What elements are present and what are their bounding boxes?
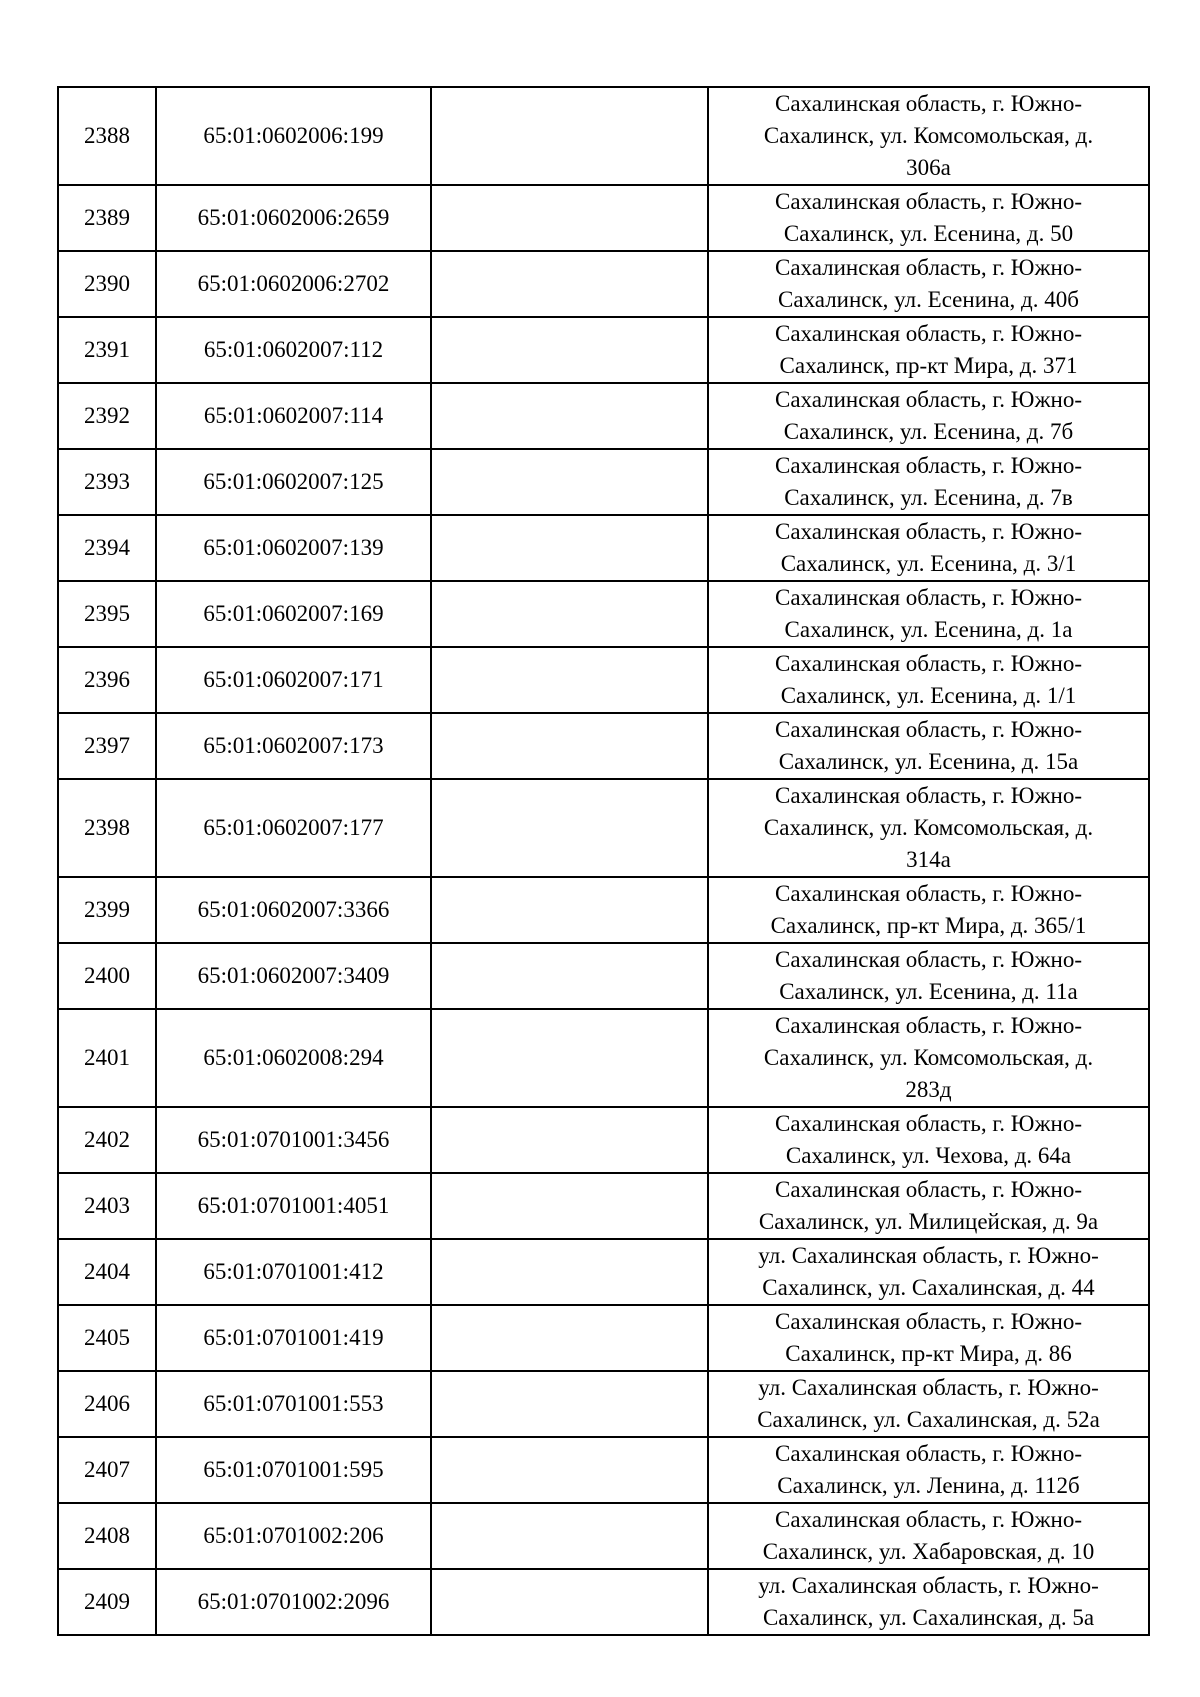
address-line: Сахалинская область, г. Южно- — [774, 717, 1082, 742]
table-body — [58, 87, 1149, 1635]
address-cell — [708, 515, 1149, 581]
address-line: Сахалинск, ул. Есенина, д. 1а — [784, 617, 1073, 642]
address-line: Сахалинск, ул. Ленина, д. 112б — [777, 1473, 1080, 1498]
table-row — [58, 185, 1149, 251]
row-number-cell: 2388 — [58, 87, 156, 185]
address-cell — [708, 1107, 1149, 1173]
address-cell — [708, 1503, 1149, 1569]
empty-cell — [431, 1009, 708, 1107]
empty-cell — [431, 383, 708, 449]
empty-cell — [431, 1305, 708, 1371]
cadastral-number-cell: 65:01:0701001:419 — [156, 1305, 431, 1371]
table-row — [58, 581, 1149, 647]
table-row — [58, 1173, 1149, 1239]
empty-cell — [431, 1173, 708, 1239]
cadastral-number-cell: 65:01:0602007:3409 — [156, 943, 431, 1009]
empty-cell — [431, 1107, 708, 1173]
address-cell — [708, 713, 1149, 779]
address-line: Сахалинская область, г. Южно- — [774, 1111, 1082, 1136]
address-line: Сахалинск, ул. Есенина, д. 7в — [784, 485, 1073, 510]
address-cell — [708, 1173, 1149, 1239]
address-line: Сахалинск, ул. Есенина, д. 1/1 — [780, 683, 1077, 708]
table-row — [58, 317, 1149, 383]
cadastral-number-cell: 65:01:0602007:169 — [156, 581, 431, 647]
row-number-cell: 2389 — [58, 185, 156, 251]
address-line: ул. Сахалинская область, г. Южно- — [758, 1375, 1099, 1400]
row-number-cell: 2401 — [58, 1009, 156, 1107]
address-line: 283д — [905, 1077, 952, 1102]
address-line: Сахалинск, ул. Есенина, д. 40б — [778, 287, 1079, 312]
address-cell — [708, 779, 1149, 877]
address-line: Сахалинская область, г. Южно- — [774, 1441, 1082, 1466]
cadastral-number-cell: 65:01:0701001:412 — [156, 1239, 431, 1305]
row-number-cell: 2397 — [58, 713, 156, 779]
cadastral-number-cell: 65:01:0602007:177 — [156, 779, 431, 877]
address-cell — [708, 1009, 1149, 1107]
address-cell — [708, 383, 1149, 449]
table-row — [58, 647, 1149, 713]
address-line: Сахалинск, ул. Чехова, д. 64а — [785, 1143, 1072, 1168]
address-line: Сахалинская область, г. Южно- — [774, 453, 1082, 478]
address-line: Сахалинск, ул. Сахалинская, д. 52а — [757, 1407, 1100, 1432]
address-cell — [708, 647, 1149, 713]
empty-cell — [431, 779, 708, 877]
row-number-cell: 2391 — [58, 317, 156, 383]
table-row — [58, 1009, 1149, 1107]
address-cell — [708, 1437, 1149, 1503]
address-line: Сахалинская область, г. Южно- — [774, 585, 1082, 610]
address-cell — [708, 943, 1149, 1009]
empty-cell — [431, 713, 708, 779]
empty-cell — [431, 185, 708, 251]
table-row — [58, 383, 1149, 449]
address-cell — [708, 877, 1149, 943]
cadastral-number-cell: 65:01:0602007:171 — [156, 647, 431, 713]
table-row — [58, 1239, 1149, 1305]
cadastral-number-cell: 65:01:0602007:173 — [156, 713, 431, 779]
row-number-cell: 2399 — [58, 877, 156, 943]
cadastral-number-cell: 65:01:0701002:206 — [156, 1503, 431, 1569]
address-line: Сахалинская область, г. Южно- — [774, 189, 1082, 214]
empty-cell — [431, 1437, 708, 1503]
address-cell — [708, 1569, 1149, 1635]
address-cell — [708, 1305, 1149, 1371]
row-number-cell: 2396 — [58, 647, 156, 713]
address-line: Сахалинская область, г. Южно- — [774, 91, 1082, 116]
address-cell — [708, 449, 1149, 515]
address-line: Сахалинск, ул. Есенина, д. 15а — [778, 749, 1079, 774]
empty-cell — [431, 647, 708, 713]
address-line: Сахалинск, ул. Есенина, д. 50 — [783, 221, 1074, 246]
cadastral-number-cell: 65:01:0701001:3456 — [156, 1107, 431, 1173]
table-row — [58, 87, 1149, 185]
row-number-cell: 2408 — [58, 1503, 156, 1569]
row-number-cell: 2398 — [58, 779, 156, 877]
table-row — [58, 251, 1149, 317]
address-line: Сахалинская область, г. Южно- — [774, 387, 1082, 412]
empty-cell — [431, 1371, 708, 1437]
address-line: Сахалинская область, г. Южно- — [774, 651, 1082, 676]
row-number-cell: 2404 — [58, 1239, 156, 1305]
row-number-cell: 2394 — [58, 515, 156, 581]
address-cell — [708, 317, 1149, 383]
address-line: Сахалинская область, г. Южно- — [774, 1309, 1082, 1334]
table-row — [58, 1503, 1149, 1569]
address-line: Сахалинская область, г. Южно- — [774, 783, 1082, 808]
address-line: Сахалинская область, г. Южно- — [774, 1177, 1082, 1202]
row-number-cell: 2406 — [58, 1371, 156, 1437]
cadastral-number-cell: 65:01:0701001:4051 — [156, 1173, 431, 1239]
table-row — [58, 1305, 1149, 1371]
address-line: Сахалинская область, г. Южно- — [774, 255, 1082, 280]
table-row — [58, 1569, 1149, 1635]
address-line: Сахалинская область, г. Южно- — [774, 1013, 1082, 1038]
cadastral-number-cell: 65:01:0602007:112 — [156, 317, 431, 383]
address-line: Сахалинск, ул. Комсомольская, д. — [763, 123, 1094, 148]
address-line: Сахалинск, ул. Сахалинская, д. 5а — [762, 1605, 1095, 1630]
address-line: Сахалинск, ул. Есенина, д. 3/1 — [780, 551, 1077, 576]
address-line: Сахалинск, пр-кт Мира, д. 365/1 — [770, 913, 1087, 938]
empty-cell — [431, 581, 708, 647]
row-number-cell: 2395 — [58, 581, 156, 647]
address-line: Сахалинск, ул. Сахалинская, д. 44 — [762, 1275, 1095, 1300]
row-number-cell: 2402 — [58, 1107, 156, 1173]
row-number-cell: 2403 — [58, 1173, 156, 1239]
row-number-cell: 2400 — [58, 943, 156, 1009]
empty-cell — [431, 877, 708, 943]
table-row — [58, 877, 1149, 943]
address-cell — [708, 185, 1149, 251]
address-line: Сахалинск, ул. Хабаровская, д. 10 — [762, 1539, 1095, 1564]
address-line: ул. Сахалинская область, г. Южно- — [758, 1573, 1099, 1598]
cadastral-number-cell: 65:01:0701002:2096 — [156, 1569, 431, 1635]
cadastral-number-cell: 65:01:0602008:294 — [156, 1009, 431, 1107]
address-line: 314а — [906, 847, 951, 872]
table-row — [58, 1107, 1149, 1173]
cadastral-number-cell: 65:01:0701001:595 — [156, 1437, 431, 1503]
address-cell — [708, 87, 1149, 185]
address-cell — [708, 1371, 1149, 1437]
address-line: ул. Сахалинская область, г. Южно- — [758, 1243, 1099, 1268]
cadastral-number-cell: 65:01:0602007:3366 — [156, 877, 431, 943]
cadastral-number-cell: 65:01:0602007:125 — [156, 449, 431, 515]
table-row — [58, 1437, 1149, 1503]
address-line: Сахалинская область, г. Южно- — [774, 881, 1082, 906]
address-line: Сахалинская область, г. Южно- — [774, 519, 1082, 544]
cadastral-number-cell: 65:01:0602007:114 — [156, 383, 431, 449]
property-register-table — [57, 86, 1150, 1636]
empty-cell — [431, 251, 708, 317]
empty-cell — [431, 1569, 708, 1635]
row-number-cell: 2405 — [58, 1305, 156, 1371]
row-number-cell: 2409 — [58, 1569, 156, 1635]
address-line: Сахалинская область, г. Южно- — [774, 321, 1082, 346]
row-number-cell: 2392 — [58, 383, 156, 449]
address-line: Сахалинская область, г. Южно- — [774, 1507, 1082, 1532]
table-row — [58, 449, 1149, 515]
address-line: Сахалинск, ул. Комсомольская, д. — [763, 1045, 1094, 1070]
table-row — [58, 515, 1149, 581]
address-line: Сахалинск, ул. Есенина, д. 7б — [783, 419, 1074, 444]
table-row — [58, 713, 1149, 779]
empty-cell — [431, 1239, 708, 1305]
address-line: Сахалинск, пр-кт Мира, д. 371 — [779, 353, 1078, 378]
cadastral-number-cell: 65:01:0602006:199 — [156, 87, 431, 185]
cadastral-number-cell: 65:01:0602007:139 — [156, 515, 431, 581]
row-number-cell: 2393 — [58, 449, 156, 515]
address-cell — [708, 251, 1149, 317]
address-line: Сахалинск, ул. Есенина, д. 11а — [779, 979, 1078, 1004]
cadastral-number-cell: 65:01:0602006:2659 — [156, 185, 431, 251]
address-cell — [708, 1239, 1149, 1305]
table-row — [58, 779, 1149, 877]
address-line: Сахалинская область, г. Южно- — [774, 947, 1082, 972]
empty-cell — [431, 317, 708, 383]
row-number-cell: 2390 — [58, 251, 156, 317]
address-line: Сахалинск, ул. Комсомольская, д. — [763, 815, 1094, 840]
cadastral-number-cell: 65:01:0701001:553 — [156, 1371, 431, 1437]
empty-cell — [431, 449, 708, 515]
empty-cell — [431, 1503, 708, 1569]
table-row — [58, 943, 1149, 1009]
empty-cell — [431, 87, 708, 185]
table-row — [58, 1371, 1149, 1437]
address-line: Сахалинск, ул. Милицейская, д. 9а — [758, 1209, 1099, 1234]
address-cell — [708, 581, 1149, 647]
address-line: 306а — [906, 155, 951, 180]
row-number-cell: 2407 — [58, 1437, 156, 1503]
cadastral-number-cell: 65:01:0602006:2702 — [156, 251, 431, 317]
address-line: Сахалинск, пр-кт Мира, д. 86 — [785, 1341, 1072, 1366]
empty-cell — [431, 515, 708, 581]
empty-cell — [431, 943, 708, 1009]
